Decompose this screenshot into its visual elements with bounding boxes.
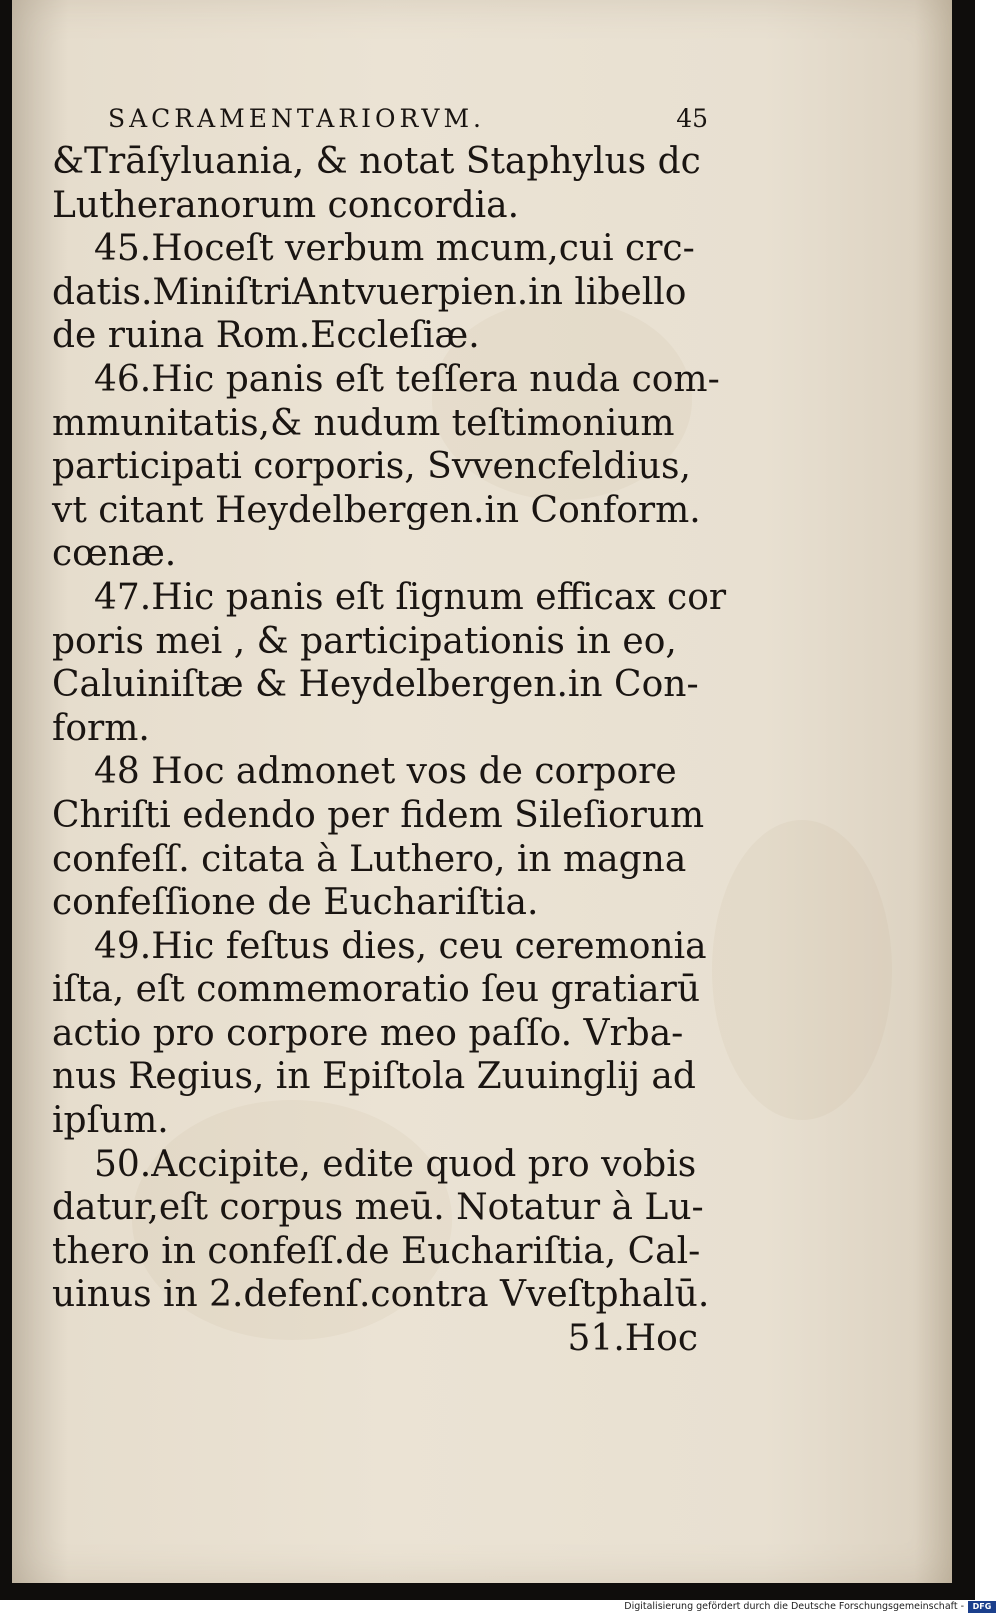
text-line: datis.MiniſtriAntvuerpien.in libello <box>52 271 687 313</box>
running-head: SACRAMENTARIORVM. <box>108 104 485 133</box>
text-line: Caluiniſtæ & Heydelbergen.in Con- <box>52 664 699 706</box>
dfg-logo: DFG <box>968 1601 996 1613</box>
text-line: 45.Hoceſt verbum mcum,cui crc- <box>94 228 695 270</box>
text-line: Chriſti edendo per fidem Sileſiorum <box>52 794 705 836</box>
text-line: 47.Hic panis eſt ſignum efficax cor <box>94 576 727 618</box>
text-line: cœnæ. <box>52 533 177 575</box>
text-line: confeſſione de Euchariſtia. <box>52 882 539 924</box>
text-line: vt citant Heydelbergen.in Conform. <box>52 489 701 531</box>
text-line: actio pro corpore meo paſſo. Vrba- <box>52 1012 684 1054</box>
page-number: 45 <box>676 104 708 133</box>
text-line: 49.Hic feſtus dies, ceu ceremonia <box>94 925 707 967</box>
footer-bar <box>0 1600 1000 1615</box>
text-line: &Trāſyluania, & notat Staphylus dc <box>52 141 701 182</box>
text-line: 48 Hoc admonet vos de corpore <box>94 751 677 793</box>
text-line: 46.Hic panis eſt teſſera nuda com- <box>94 358 720 400</box>
body-text <box>52 140 727 1361</box>
paper-stain <box>712 820 892 1120</box>
text-line: confeſſ. citata à Luthero, in magna <box>52 838 687 880</box>
footer-credit: Digitalisierung gefördert durch die Deutsche Forschungsgemeinschaft - <box>624 1601 964 1612</box>
text-line: datur,eſt corpus meū. Notatur à Lu- <box>52 1187 704 1229</box>
text-line: thero in confeſſ.de Euchariſtia, Cal- <box>52 1230 701 1272</box>
text-line: nus Regius, in Epiſtola Zuuinglij ad <box>52 1056 696 1098</box>
text-line: iſta, eſt commemoratio ſeu gratiarū <box>52 969 700 1011</box>
text-line: 50.Accipite, edite quod pro vobis <box>94 1143 697 1185</box>
text-line: de ruina Rom.Eccleſiæ. <box>52 315 480 357</box>
page-header <box>108 100 708 140</box>
catchword: 51.Hoc <box>567 1318 698 1360</box>
text-line: ipſum. <box>52 1100 169 1142</box>
text-line: Lutheranorum concordia. <box>52 184 520 226</box>
text-line: mmunitatis,& nudum teſtimonium <box>52 402 675 444</box>
text-line: participati corporis, Svvencfeldius, <box>52 446 691 488</box>
text-line: poris mei , & participationis in eo, <box>52 620 677 662</box>
text-line: form. <box>52 707 150 749</box>
text-line: uinus in 2.defenſ.contra Vveſtphalū. <box>52 1274 710 1316</box>
